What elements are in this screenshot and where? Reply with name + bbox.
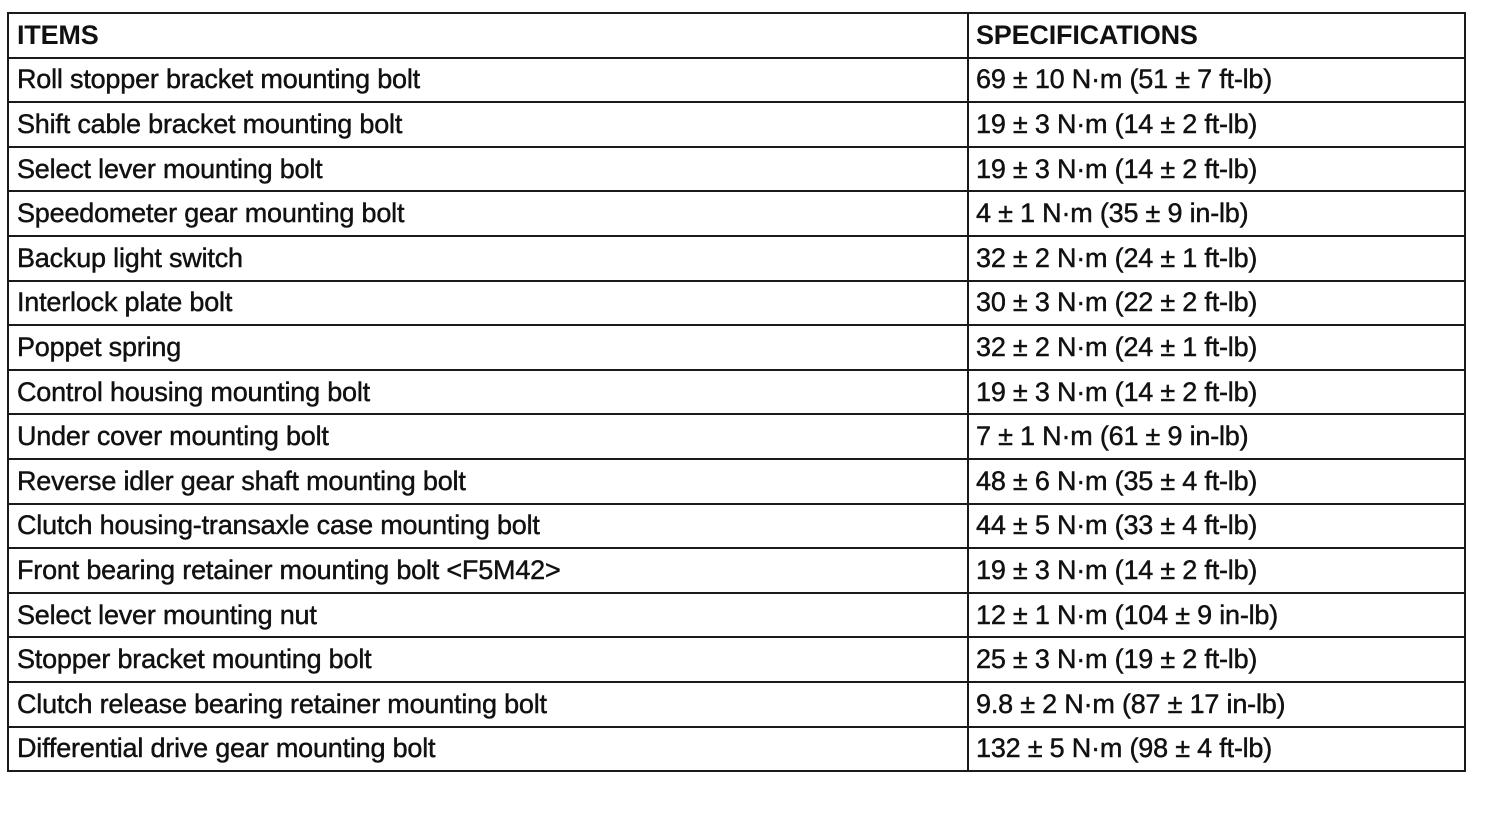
table-row <box>8 504 1465 549</box>
item-cell: Reverse idler gear shaft mounting bolt <box>8 459 968 504</box>
item-cell: Shift cable bracket mounting bolt <box>8 102 968 147</box>
spec-cell: 19 ± 3 N·m (14 ± 2 ft-lb) <box>968 102 1465 147</box>
item-cell: Control housing mounting bolt <box>8 370 968 415</box>
table-row <box>8 325 1465 370</box>
spec-cell: 9.8 ± 2 N·m (87 ± 17 in-lb) <box>968 682 1465 727</box>
item-cell: Select lever mounting nut <box>8 593 968 638</box>
spec-cell: 19 ± 3 N·m (14 ± 2 ft-lb) <box>968 548 1465 593</box>
table-header-row <box>8 13 1465 58</box>
spec-cell: 32 ± 2 N·m (24 ± 1 ft-lb) <box>968 325 1465 370</box>
table-row <box>8 727 1465 772</box>
spec-cell: 30 ± 3 N·m (22 ± 2 ft-lb) <box>968 281 1465 326</box>
table-row <box>8 236 1465 281</box>
spec-cell: 132 ± 5 N·m (98 ± 4 ft-lb) <box>968 727 1465 772</box>
item-cell: Poppet spring <box>8 325 968 370</box>
table-row <box>8 370 1465 415</box>
spec-cell: 48 ± 6 N·m (35 ± 4 ft-lb) <box>968 459 1465 504</box>
item-cell: Interlock plate bolt <box>8 281 968 326</box>
table-row <box>8 593 1465 638</box>
spec-cell: 19 ± 3 N·m (14 ± 2 ft-lb) <box>968 147 1465 192</box>
table-row <box>8 147 1465 192</box>
spec-cell: 7 ± 1 N·m (61 ± 9 in-lb) <box>968 414 1465 459</box>
table-row <box>8 459 1465 504</box>
table-row <box>8 414 1465 459</box>
items-column-header: ITEMS <box>8 13 968 58</box>
item-cell: Clutch release bearing retainer mounting bolt <box>8 682 968 727</box>
item-cell: Backup light switch <box>8 236 968 281</box>
table-row <box>8 58 1465 103</box>
table-row <box>8 548 1465 593</box>
spec-cell: 32 ± 2 N·m (24 ± 1 ft-lb) <box>968 236 1465 281</box>
table-row <box>8 637 1465 682</box>
spec-cell: 12 ± 1 N·m (104 ± 9 in-lb) <box>968 593 1465 638</box>
item-cell: Under cover mounting bolt <box>8 414 968 459</box>
item-cell: Differential drive gear mounting bolt <box>8 727 968 772</box>
item-cell: Stopper bracket mounting bolt <box>8 637 968 682</box>
spec-cell: 25 ± 3 N·m (19 ± 2 ft-lb) <box>968 637 1465 682</box>
item-cell: Select lever mounting bolt <box>8 147 968 192</box>
specifications-column-header: SPECIFICATIONS <box>968 13 1465 58</box>
item-cell: Front bearing retainer mounting bolt <F5M42> <box>8 548 968 593</box>
spec-cell: 4 ± 1 N·m (35 ± 9 in-lb) <box>968 191 1465 236</box>
table-row <box>8 682 1465 727</box>
item-cell: Clutch housing-transaxle case mounting bolt <box>8 504 968 549</box>
spec-cell: 44 ± 5 N·m (33 ± 4 ft-lb) <box>968 504 1465 549</box>
spec-cell: 19 ± 3 N·m (14 ± 2 ft-lb) <box>968 370 1465 415</box>
table-row <box>8 102 1465 147</box>
item-cell: Speedometer gear mounting bolt <box>8 191 968 236</box>
table-body <box>8 58 1465 772</box>
torque-spec-table <box>7 12 1466 772</box>
spec-cell: 69 ± 10 N·m (51 ± 7 ft-lb) <box>968 58 1465 103</box>
item-cell: Roll stopper bracket mounting bolt <box>8 58 968 103</box>
table-row <box>8 191 1465 236</box>
table-row <box>8 281 1465 326</box>
